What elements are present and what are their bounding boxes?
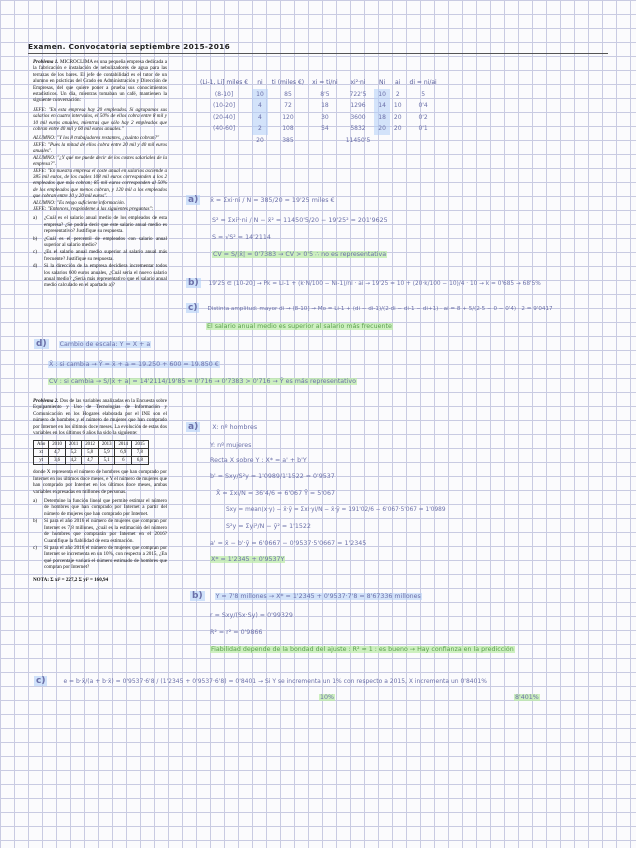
- label-c: c): [188, 303, 198, 313]
- table-row: (40-60] 2 108 54 5832 20 20 0'1: [196, 123, 441, 135]
- problem1-questions: [33, 215, 167, 288]
- table-header-cell: Ni: [379, 79, 386, 87]
- problem1-intro: MICROCLIMA es una pequeña empresa dedicada a la fabricación e instalación de nebulizadores de agua para las terrazas de los bares. El jefe de contabilidad es el tutor de un alumno en prácticas del Grado en Administración y Dirección de Empresas, del que quiere poner a prueba sus conocimientos estadísticos. Un día, mientras tomaban un café, mantienen la siguiente conversación:: [33, 59, 167, 104]
- problem2-heading: Problema 2.: [33, 398, 59, 404]
- y-definition: Y: nº mujeres: [210, 442, 252, 449]
- frequency-table-wrap: [196, 77, 441, 146]
- intercept-line: a' = x̄ − b'·ȳ = 6'0667 − 0'9537·5'0667 = 1'2345: [210, 540, 367, 547]
- determination-line: R² = r² = 0'9866: [210, 629, 263, 636]
- problem2-nota: NOTA: Σ xi² = 227,2 Σ yi² = 160,94: [33, 576, 109, 583]
- estimate-line: Y = 7'8 millones → X* = 1'2345 + 0'9537·7'8 = 8'67336 millones: [215, 593, 421, 600]
- scale-change-line: Cambio de escala: Y = X + a: [59, 341, 151, 348]
- dialogue-3: ALUMNO: "¿Y qué me puede decir de los costes salariales de la empresa?".: [33, 154, 167, 168]
- dialogue-5: ALUMNO: "Es tengo suficiente información.: [33, 199, 125, 206]
- percentile-line: 19'25 ∈ (10-20] → Pk = Li-1 + (k·N/100 − Ni-1)/ni · ai → 19'25 = 10 + (20·k/100 − 10)/4 · 10 → k = 0'685 → 68'5%: [208, 281, 541, 287]
- label-a: a): [188, 422, 199, 432]
- dialogue-1: ALUMNO: "Y los 8 trabajadores restantes, ¿cuánto cobran?": [33, 135, 160, 142]
- slope-line: b' = Sxy/S²y = 1'0989/1'1522 = 0'9537: [210, 473, 335, 480]
- question-item: b) Si para el año 2016 el número de mujeres que compran por Internet es 7,8 millones, ¿cuál es la estimación del número de hombres que comprarán por Internet en el 2016? Cuantifique la fiabilidad de esta estimación.: [33, 518, 167, 544]
- correlation-line: r = Sxy/(Sx·Sy) = 0'99329: [210, 612, 293, 619]
- table-row: yt 3,6 4,2 4,7 5,1 6 6,8: [34, 457, 149, 465]
- question-item: a) ¿Cuál es el salario anual medio de los empleados de esta empresa? ¿Se podría decir que este salario anual medio es representativo? Justifique su respuesta.: [33, 215, 167, 235]
- table-header-cell: di = ni/ai: [409, 79, 437, 87]
- table-header-row: [196, 77, 441, 89]
- dialogue-4: JEFE: "En nuestra empresa el coste anual en salarios asciende a 385 mil euros, de los cuales 108 mil euros corresponden a los 2 empleados que más cobran; 85 mil euros corresponden al 50% de los empleados que menos cobran, y 120 mil a los empleados que cobran entre 10 y 20 mil euros".: [33, 167, 167, 200]
- table-row: (10-20] 4 72 18 1296 14 10 0'4: [196, 100, 441, 112]
- x-increase: 8'401%: [515, 694, 539, 701]
- table-row: (20-40] 4 120 30 3600 18 20 0'2: [196, 112, 441, 124]
- new-mean-line: X̄ : si cambia → Ȳ = x̄ + a = 19.250 + 600 = 19.850 €: [49, 361, 219, 368]
- problem2-intro: Dos de las variables analizadas en la Encuesta sobre Equipamiento y Uso de Tecnologías de Información y Comunicación en los Hogares elaborada por el INE son el número de hombres y el número de mujeres que han comprado por Internet en los últimos doce meses. La evolución de estas dos variables en los últimos 6 años ha sido la siguiente:: [33, 398, 167, 437]
- label-c: c): [36, 676, 46, 686]
- question-item: d) Si la dirección de la empresa decidiera incrementar todos los salarios 600 euros anuales, ¿Cuál sería el nuevo salario anual medio? ¿Sería más representativo que el salario anual medio calculado en el apartado a)?: [33, 263, 167, 289]
- table-header-cell: (Li-1, Li] miles €: [200, 79, 249, 87]
- answer-1d: [34, 333, 594, 385]
- question-item: a) Determine la función lineal que permite estimar el número de hombres que han comprado por Internet a partir del número de mujeres que han comprado por Internet.: [33, 498, 167, 517]
- answer-1c: [186, 297, 626, 330]
- table-row: xt 4,7 5,2 5,8 5,9 6,9 7,8: [34, 449, 149, 457]
- problem1-heading: Problema 1.: [33, 59, 59, 65]
- problem2-text: [33, 398, 167, 586]
- regression-form: Recta X sobre Y : X* = a' + b'Y: [210, 457, 307, 464]
- table-header-cell: ni: [257, 79, 263, 87]
- mode-conclusion: El salario anual medio es superior al salario más frecuente: [207, 323, 392, 330]
- table-header-row: Año 2010 2011 2012 2013 2014 2015: [34, 441, 149, 449]
- exam-title: Examen. Convocatoria septiembre 2015-2016: [28, 42, 608, 54]
- y-variance-line: S²y = Σyi²/N − ȳ² = 1'1522: [226, 523, 311, 530]
- answer-2a: [186, 416, 626, 563]
- answer-1b: [186, 272, 626, 290]
- mean-line: x̄ = Σxi·ni / N = 385/20 = 19'25 miles €: [210, 197, 335, 204]
- elasticity-line: e = b·x̄/(a + b·x̄) = 0'9537·6'8 / (1'2345 + 0'9537·6'8) = 0'8401 → Si Y se incrementa un 1% con respecto a 2015, X incrementa un 0'8401%: [63, 678, 487, 685]
- table-header-cell: ai: [395, 79, 401, 87]
- table-row: (8-10] 10 85 8'5 722'5 10 2 5: [196, 89, 441, 101]
- variance-line: S² = Σxi²·ni / N − x̄² = 11450'5/20 − 19'25² = 201'9625: [212, 217, 388, 224]
- problem2-questions: [33, 498, 167, 570]
- cv-line: CV = S/|x̄| = 0'7383 → CV > 0'5 ∴ no es representativa: [213, 251, 387, 258]
- question-item: c) ¿Es el salario anual medio superior al salario anual más frecuente? Justifique su respuesta.: [33, 249, 167, 262]
- answer-2b: [190, 585, 630, 653]
- regression-equation: X* = 1'2345 + 0'9537Y: [211, 556, 285, 563]
- covariance-line: Sxy = mean(x·y) − x̄·ȳ = Σxi·yi/N − x̄·ȳ = 191'02/6 − 6'067·5'067 = 1'0989: [226, 507, 446, 513]
- x-definition: X: nº hombres: [212, 424, 258, 431]
- frequency-table: [196, 77, 441, 146]
- dialogue-0: JEFE: "En esta empresa hay 20 empleados. Si agrupamos sus salarios en cuatro intervalos, el 50% de ellos cobra entre 8 mil y 10 mil euros anuales, mientras que sólo hay 2 empleados que cobran entre 40 mil y 60 mil euros anuales.": [33, 106, 167, 133]
- question-item: b) ¿Cuál es el percentil de empleados con salario anual superior al salario medio?: [33, 235, 167, 248]
- means-line: X̄ = Σxi/N = 36'4/6 = 6'067 Ȳ = 5'067: [216, 490, 335, 497]
- mode-line: Distinta amplitud: mayor di → (8-10] → Mo = Li-1 + (di − di-1)/(2·di − di-1 − di+1) · ai = 8 + 5/(2·5 − 0 − 0'4) · 2 = 9'0417: [207, 306, 553, 312]
- table-header-cell: ti (miles €): [271, 79, 305, 87]
- table-header-cell: xi²·ni: [350, 79, 366, 87]
- problem2-where: donde X representa el número de hombres que han comprado por Internet en los últimos doce meses, e Y el número de mujeres que han comprado por Internet en los últimos doce meses, ambas variables expresadas en millones de personas.: [33, 469, 167, 495]
- label-a: a): [188, 195, 199, 205]
- table-totals-row: 20 385 11450'5: [256, 136, 371, 144]
- dialogue-6: JEFE: "Entonces, respóndeme a las siguientes preguntas":: [33, 205, 154, 212]
- question-item: c) Si para el año 2016 el número de mujeres que compran por Internet se incrementa en un 10%, con respecto a 2015, ¿En qué porcentaje variará el número estimado de hombres que compran por Internet?: [33, 544, 167, 571]
- reliability-line: Fiabilidad depende de la bondad del ajuste : R² ≈ 1 : es bueno → Hay confianza en la predicción: [211, 646, 514, 653]
- internet-data-table: [33, 440, 149, 465]
- new-cv-line: CV : si cambia → S/|x̄ + a| = 14'2114/19'85 = 0'716 → 0'7383 > 0'716 → Ȳ es más representativo: [49, 378, 356, 385]
- y-increase: 10%: [320, 694, 334, 701]
- problem1-text: [33, 59, 167, 290]
- stddev-line: S = √S² = 14'2114: [212, 234, 271, 241]
- label-d: d): [36, 339, 47, 349]
- dialogue-2: JEFE: "Pues la mitad de ellos cobra entre 20 mil y 40 mil euros anuales".: [33, 141, 167, 155]
- answer-1a: [186, 189, 616, 258]
- label-b: b): [192, 591, 203, 601]
- table-header-cell: xi = ti/ni: [312, 79, 338, 87]
- label-b: b): [188, 278, 199, 288]
- percent-row: [34, 694, 624, 708]
- answer-2c: [34, 670, 624, 708]
